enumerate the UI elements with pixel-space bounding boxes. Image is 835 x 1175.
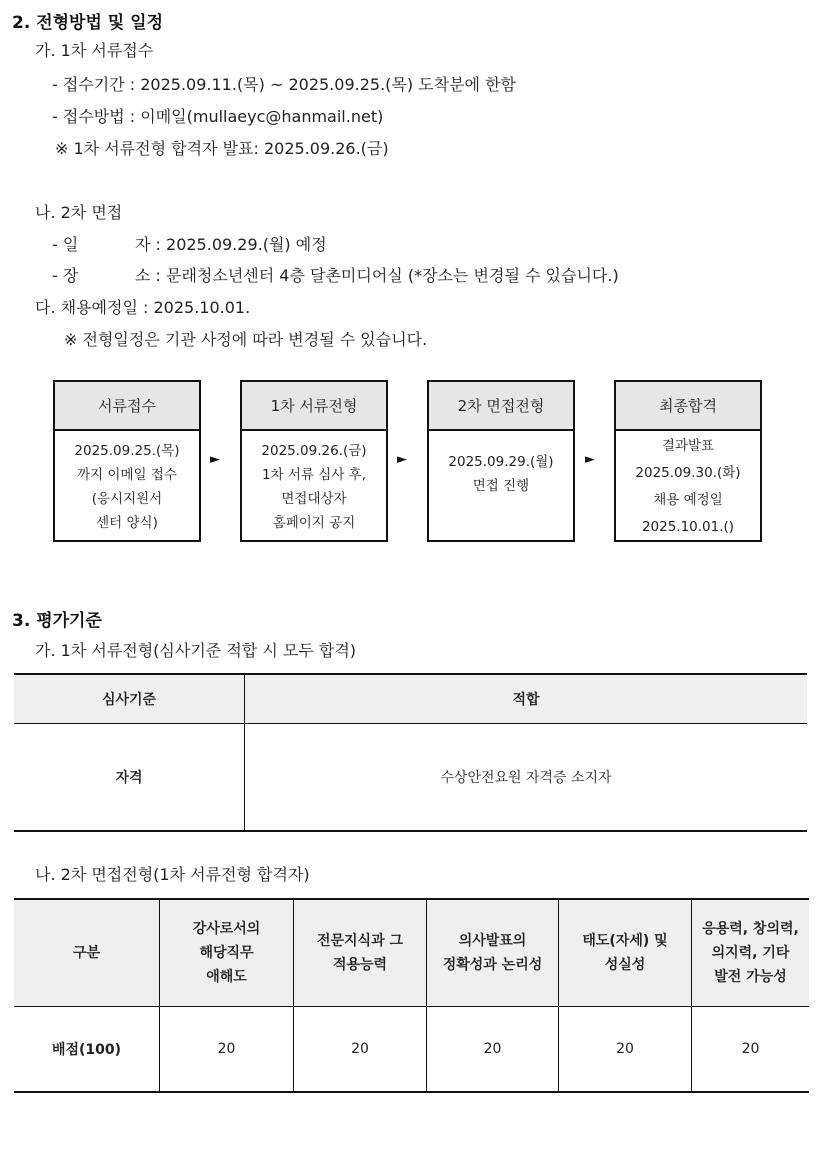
section-3-title: 3. 평가기준 (12, 611, 102, 631)
table2-header-line: 발전 가능성 (714, 969, 787, 985)
table2-header-line: 성실성 (604, 957, 646, 973)
flow-step-2-line: 면접대상자 (281, 490, 347, 507)
table2-header-line: 의지력, 기타 (711, 945, 790, 961)
table2-header (692, 899, 810, 1007)
table2-header (14, 899, 160, 1007)
interview-date: 자 : 2025.09.29.(월) 예정 (135, 235, 327, 254)
table2-cell: 20 (427, 1007, 559, 1093)
application-method: - 접수방법 : 이메일(mullaeyc@hanmail.net) (52, 107, 384, 126)
hire-date: 다. 채용예정일 : 2025.10.01. (35, 298, 251, 317)
flow-step-2-line: 홈페이지 공지 (272, 514, 356, 531)
interview-place: 소 : 문래청소년센터 4층 달촌미디어실 (*장소는 변경될 수 있습니다.) (135, 266, 619, 285)
flow-step-1 (53, 380, 201, 542)
table2-header-line: 정확성과 논리성 (442, 957, 543, 973)
application-period: - 접수기간 : 2025.09.11.(목) ~ 2025.09.25.(목) 도착분에 한함 (52, 75, 517, 94)
subsection-na-title: 나. 2차 면접 (35, 203, 123, 222)
table2-header-line: 적용능력 (332, 957, 388, 973)
subsection-ga-title-3: 가. 1차 서류전형(심사기준 적합 시 모두 합격) (35, 641, 357, 660)
table2-header (160, 899, 294, 1007)
flow-arrow-icon: ► (210, 452, 220, 467)
table2-cell: 20 (294, 1007, 427, 1093)
interview-score-table (14, 898, 809, 1093)
subsection-ga-title: 가. 1차 서류접수 (35, 41, 154, 60)
flow-step-1-line: 센터 양식) (96, 514, 158, 531)
interview-place-label: - 장 (52, 266, 79, 285)
table2-cell: 20 (160, 1007, 294, 1093)
flow-step-4 (614, 380, 762, 542)
interview-date-label: - 일 (52, 235, 79, 254)
table2-cell: 20 (741, 1041, 760, 1057)
table1-cell: 자격 (14, 724, 245, 832)
flow-step-2-head: 1차 서류전형 (242, 382, 386, 431)
flow-step-3-line: 2025.09.29.(월) (448, 453, 554, 470)
table2-header (294, 899, 427, 1007)
flow-step-4-line: 2025.10.01.() (641, 518, 735, 535)
flow-step-1-line: 까지 이메일 접수 (77, 466, 177, 483)
flow-step-1-line: (응시지원서 (91, 490, 163, 507)
table2-header (559, 899, 692, 1007)
flow-arrow-icon: ► (397, 452, 407, 467)
table2-header-line: 해당직무 (199, 945, 254, 961)
flow-step-4-line: 2025.09.30.(화) (635, 464, 741, 481)
table2-cell: 배점(100) (14, 1007, 160, 1093)
schedule-change-note: ※ 전형일정은 기관 사정에 따라 변경될 수 있습니다. (64, 330, 428, 349)
table1-cell: 수상안전요원 자격증 소지자 (440, 770, 612, 786)
flow-step-4-line: 결과발표 (661, 437, 715, 454)
flow-step-2-line: 1차 서류 심사 후, (262, 466, 366, 483)
table1-header: 심사기준 (14, 674, 245, 724)
table2-header-line: 강사로서의 (192, 921, 261, 937)
flow-step-3 (427, 380, 575, 542)
first-result-note: ※ 1차 서류전형 합격자 발표: 2025.09.26.(금) (55, 139, 389, 158)
table2-header-line: 구분 (72, 945, 101, 961)
flow-step-1-line: 2025.09.25.(목) (74, 442, 180, 459)
flow-step-4-head: 최종합격 (616, 382, 760, 431)
section-2-title: 2. 전형방법 및 일정 (12, 13, 163, 33)
table2-header-line: 응용력, 창의력, (702, 921, 799, 937)
flow-step-3-head: 2차 면접전형 (429, 382, 573, 431)
flow-step-3-line: 면접 진행 (472, 477, 530, 494)
flow-arrow-icon: ► (585, 452, 595, 467)
table1-header: 적합 (245, 674, 808, 724)
table2-cell: 20 (559, 1007, 692, 1093)
document-screening-table (14, 673, 807, 832)
flow-step-2 (240, 380, 388, 542)
table2-header-line: 전문지식과 그 (316, 933, 404, 949)
table2-header (427, 899, 559, 1007)
flow-step-1-head: 서류접수 (55, 382, 199, 431)
flow-step-2-line: 2025.09.26.(금) (261, 442, 367, 459)
table2-header-line: 의사발표의 (458, 933, 527, 949)
flow-step-4-line: 채용 예정일 (653, 491, 723, 508)
subsection-na-title-3: 나. 2차 면접전형(1차 서류전형 합격자) (35, 865, 310, 884)
table2-header-line: 태도(자세) 및 (582, 933, 668, 949)
table2-header-line: 애해도 (206, 969, 247, 985)
